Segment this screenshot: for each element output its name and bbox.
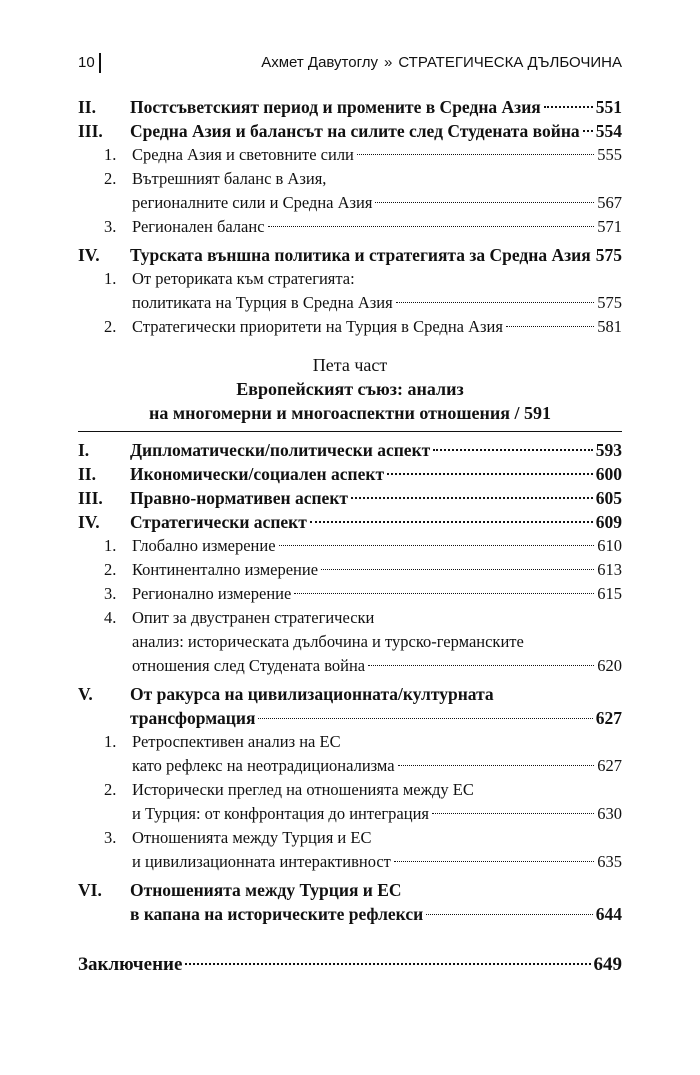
toc-subentry-continuation[interactable] <box>78 191 622 215</box>
toc-conclusion[interactable] <box>78 952 622 978</box>
entry-page: 567 <box>597 193 622 212</box>
toc-entry[interactable] <box>78 243 622 267</box>
dot-leader <box>387 473 593 475</box>
toc-subentry[interactable] <box>78 267 622 291</box>
header-separator: » <box>384 54 393 71</box>
entry-title: Правно-нормативен аспект <box>130 488 349 508</box>
toc-subentry-continuation[interactable] <box>78 654 622 678</box>
entry-number: 2. <box>104 317 117 336</box>
entry-number: II. <box>78 464 96 484</box>
entry-page: 620 <box>597 656 622 675</box>
entry-page: 571 <box>597 217 622 236</box>
entry-title-continued: и Турция: от конфронтация до интеграция <box>132 804 429 823</box>
dot-leader <box>268 226 595 227</box>
toc-subentry-continuation[interactable] <box>78 291 622 315</box>
toc-entry[interactable] <box>78 510 622 534</box>
entry-title: Стратегически приоритети на Турция в Средна Азия <box>132 317 503 336</box>
entry-number: 4. <box>104 608 117 627</box>
entry-page: 581 <box>597 317 622 336</box>
entry-page: 644 <box>595 904 622 924</box>
toc-entry-continuation[interactable] <box>78 706 622 730</box>
entry-number: II. <box>78 97 96 117</box>
entry-title: Икономически/социален аспект <box>130 464 385 484</box>
header-divider <box>99 53 101 73</box>
header-title <box>261 54 622 71</box>
entry-number: III. <box>78 121 103 141</box>
running-header <box>78 54 622 76</box>
entry-page: 551 <box>595 97 622 117</box>
entry-title-continued: политиката на Турция в Средна Азия <box>132 293 393 312</box>
toc-subentry[interactable] <box>78 215 622 239</box>
header-book-title: СТРАТЕГИЧЕСКА ДЪЛБОЧИНА <box>398 54 622 71</box>
entry-title: От реториката към стратегията: <box>132 269 355 288</box>
toc-entry[interactable] <box>78 438 622 462</box>
toc-subentry-continuation[interactable] <box>78 802 622 826</box>
entry-title: Стратегически аспект <box>130 512 307 532</box>
section-rule <box>78 431 622 432</box>
dot-leader <box>368 665 594 666</box>
entry-number: IV. <box>78 512 100 532</box>
dot-leader <box>357 154 594 155</box>
entry-title: Регионално измерение <box>132 584 292 603</box>
entry-page: 575 <box>595 245 622 265</box>
table-of-contents <box>78 95 622 978</box>
entry-page: 555 <box>597 145 622 164</box>
entry-page: 593 <box>595 440 622 460</box>
entry-page: 610 <box>597 536 622 555</box>
entry-title: Опит за двустранен стратегически <box>132 608 375 627</box>
part-label: Пета част <box>312 355 388 375</box>
dot-leader <box>433 449 592 451</box>
entry-title-continued: регионалните сили и Средна Азия <box>132 193 373 212</box>
part-heading <box>78 353 622 425</box>
entry-title: Дипломатически/политически аспект <box>130 440 431 460</box>
toc-entry[interactable] <box>78 486 622 510</box>
conclusion-page: 649 <box>593 954 622 975</box>
entry-title: Отношенията между Турция и ЕС <box>132 828 372 847</box>
entry-number: III. <box>78 488 103 508</box>
dot-leader <box>375 202 594 203</box>
entry-title: Ретроспективен анализ на ЕС <box>132 732 341 751</box>
entry-number: 3. <box>104 584 117 603</box>
entry-number: 2. <box>104 169 117 188</box>
dot-leader <box>394 861 594 862</box>
toc-subentry[interactable] <box>78 778 622 802</box>
dot-leader <box>426 914 593 915</box>
toc-subentry[interactable] <box>78 534 622 558</box>
entry-title: Средна Азия и балансът на силите след Студената война <box>130 121 580 141</box>
entry-title: Турската външна политика и стратегията за Средна Азия <box>130 245 591 265</box>
entry-title: Средна Азия и световните сили <box>132 145 354 164</box>
entry-page: 575 <box>597 293 622 312</box>
entry-number: 1. <box>104 269 117 288</box>
entry-number: VI. <box>78 880 102 900</box>
dot-leader <box>432 813 594 814</box>
conclusion-title: Заключение <box>78 954 183 975</box>
entry-title-continued: отношения след Студената война <box>132 656 366 675</box>
entry-page: 630 <box>597 804 622 823</box>
dot-leader <box>279 545 595 546</box>
entry-number: 2. <box>104 560 117 579</box>
dot-leader <box>294 593 594 594</box>
entry-title-continued: трансформация <box>130 708 256 728</box>
entry-number: 3. <box>104 217 117 236</box>
toc-entry[interactable] <box>78 95 622 119</box>
entry-page: 613 <box>597 560 622 579</box>
page-number: 10 <box>78 54 95 71</box>
toc-subentry[interactable] <box>78 826 622 850</box>
part-title-line-1: Европейският съюз: анализ <box>236 379 464 399</box>
entry-title-continued: и цивилизационната интерактивност <box>132 852 391 871</box>
dot-leader <box>544 106 593 108</box>
entry-number: 1. <box>104 732 117 751</box>
entry-number: V. <box>78 684 93 704</box>
entry-page: 600 <box>595 464 622 484</box>
entry-title: Вътрешният баланс в Азия, <box>132 169 327 188</box>
entry-page: 605 <box>595 488 622 508</box>
toc-subentry[interactable] <box>78 315 622 339</box>
entry-number: 3. <box>104 828 117 847</box>
toc-subentry[interactable] <box>78 143 622 167</box>
entry-title: Континентално измерение <box>132 560 319 579</box>
toc-subentry-continuation[interactable] <box>78 850 622 874</box>
entry-number: 2. <box>104 780 117 799</box>
entry-number: I. <box>78 440 90 460</box>
entry-title: Отношенията между Турция и ЕС <box>130 880 402 900</box>
entry-page: 609 <box>595 512 622 532</box>
toc-entry[interactable] <box>78 119 622 143</box>
dot-leader <box>310 521 593 523</box>
dot-leader <box>351 497 593 499</box>
dot-leader <box>506 326 594 327</box>
entry-number: 1. <box>104 536 117 555</box>
entry-page: 627 <box>595 708 622 728</box>
entry-number: 1. <box>104 145 117 164</box>
toc-entry-continuation[interactable] <box>78 902 622 926</box>
toc-subentry-continuation[interactable] <box>78 754 622 778</box>
entry-page: 615 <box>597 584 622 603</box>
dot-leader <box>321 569 594 570</box>
dot-leader <box>258 718 592 719</box>
entry-page: 635 <box>597 852 622 871</box>
toc-entry[interactable] <box>78 682 622 706</box>
part-title-line-2: на многомерни и многоаспектни отношения / 591 <box>148 403 552 423</box>
toc-subentry[interactable] <box>78 167 622 191</box>
entry-page: 627 <box>597 756 622 775</box>
dot-leader <box>583 130 593 132</box>
entry-title-continued: анализ: историческата дълбочина и турско-германските <box>132 632 524 651</box>
header-author: Ахмет Давутоглу <box>261 54 378 71</box>
toc-subentry[interactable] <box>78 558 622 582</box>
entry-title: Постсъветският период и промените в Средна Азия <box>130 97 541 117</box>
entry-title: Исторически преглед на отношенията между ЕС <box>132 780 474 799</box>
entry-title: От ракурса на цивилизационната/културната <box>130 684 494 704</box>
toc-entry[interactable] <box>78 462 622 486</box>
entry-title-continued: в капана на историческите рефлекси <box>130 904 424 924</box>
toc-subentry[interactable] <box>78 730 622 754</box>
entry-page: 554 <box>595 121 622 141</box>
toc-entry[interactable] <box>78 878 622 902</box>
dot-leader <box>396 302 595 303</box>
dot-leader <box>398 765 595 766</box>
toc-subentry-continuation[interactable] <box>78 630 622 654</box>
entry-title: Регионален баланс <box>132 217 265 236</box>
toc-subentry[interactable] <box>78 582 622 606</box>
entry-title-continued: като рефлекс на неотрадиционализма <box>132 756 395 775</box>
entry-number: IV. <box>78 245 100 265</box>
dot-leader <box>185 963 590 965</box>
entry-title: Глобално измерение <box>132 536 276 555</box>
toc-subentry[interactable] <box>78 606 622 630</box>
